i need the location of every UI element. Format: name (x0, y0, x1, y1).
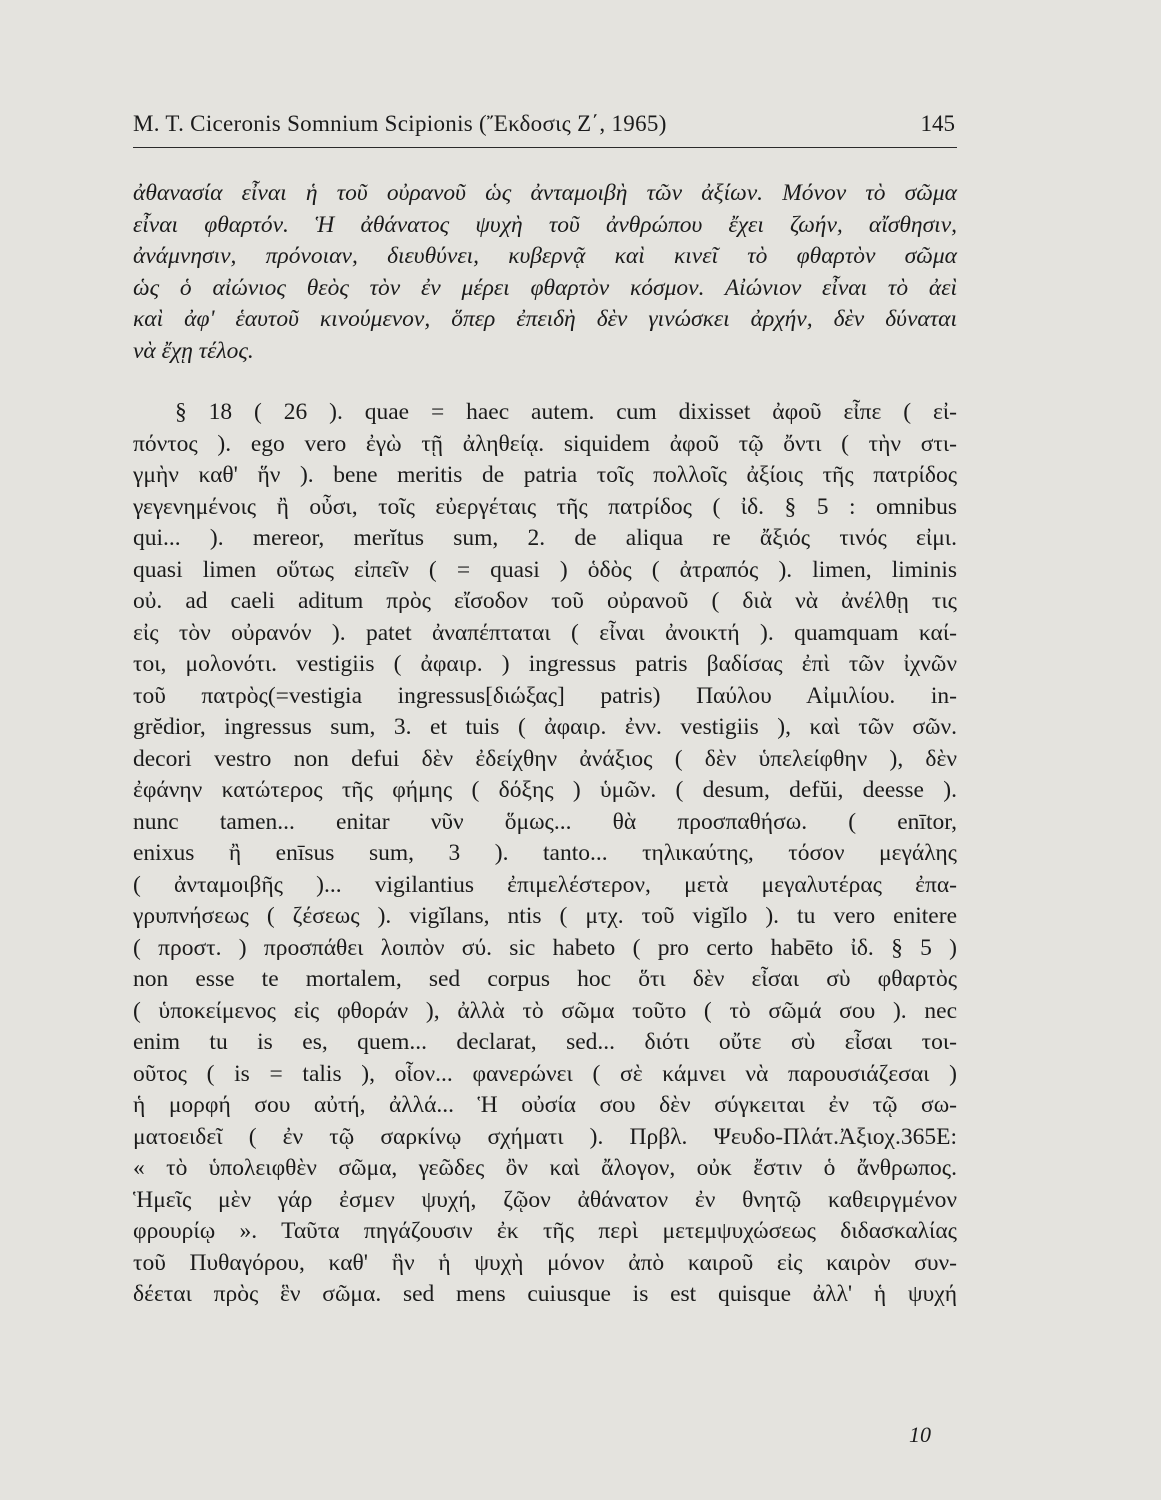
signature-mark: 10 (909, 1422, 931, 1447)
text-line: grĕdior, ingressus sum, 3. et tuis ( ἀφαιρ. ἐνν. vestigiis ), καὶ τῶν σῶν. (133, 714, 957, 740)
header-title: M. T. Ciceronis Somnium Scipionis (Ἔκδοσις Ζ΄, 1965) (133, 111, 667, 136)
text-line: ματοειδεῖ ( ἐν τῷ σαρκίνῳ σχήματι ). Πρβλ. Ψευδο-Πλάτ.Ἀξιοχ.365Ε: (133, 1123, 957, 1150)
text-line: δέεται πρὸς ἓν σῶμα. sed mens cuiusque is est quisque ἀλλ' ἡ ψυχή (133, 1281, 957, 1307)
running-header (133, 103, 957, 148)
text-line: Ἡμεῖς μὲν γάρ ἐσμεν ψυχή, ζῷον ἀθάνατον ἐν θνητῷ καθειργμένον (133, 1186, 957, 1213)
text-line: ἡ μορφή σου αὐτή, ἀλλά... Ἡ οὐσία σου δὲν σύγκειται ἐν τῷ σω- (133, 1092, 957, 1118)
text-line: ( ἀνταμοιβῆς )... vigilantius ἐπιμελέστερον, μετὰ μεγαλυτέρας ἐπα- (133, 871, 957, 898)
text-line: § 18 ( 26 ). quae = haec autem. cum dixisset ἀφοῦ εἶπε ( εἰ- (175, 399, 957, 425)
text-line: εἶναι φθαρτόν. Ἡ ἀθάνατος ψυχὴ τοῦ ἀνθρώπου ἔχει ζωήν, αἴσθησιν, (133, 211, 957, 238)
text-line: γρυπνήσεως ( ζέσεως ). vigĭlans, ntis ( μτχ. τοῦ vigĭlo ). tu vero enitere (133, 903, 957, 929)
text-line: non esse te mortalem, sed corpus hoc ὅτι δὲν εἶσαι σὺ φθαρτὸς (133, 966, 957, 992)
text-line: πόντος ). ego vero ἐγὼ τῇ ἀληθείᾳ. siquidem ἀφοῦ τῷ ὄντι ( τὴν στι- (133, 430, 957, 457)
text-line: ( προστ. ) προσπάθει λοιπὸν σύ. sic habeto ( pro certo habēto ἰδ. § 5 ) (133, 934, 957, 961)
text-line: ὡς ὁ αἰώνιος θεὸς τὸν ἐν μέρει φθαρτὸν κόσμον. Αἰώνιον εἶναι τὸ ἀεὶ (133, 274, 957, 301)
text-line: qui... ). mereor, merĭtus sum, 2. de aliqua re ἄξιός τινός εἰμι. (133, 525, 957, 551)
greek-paragraph (133, 178, 957, 367)
text-line: quasi limen οὕτως εἰπεῖν ( = quasi ) ὁδὸς ( ἀτραπός ). limen, liminis (133, 556, 957, 583)
text-line: ἐφάνην κατώτερος τῆς φήμης ( δόξης ) ὑμῶν. ( desum, defŭi, deesse ). (133, 777, 957, 803)
text-line: γεγενημένοις ἢ οὖσι, τοῖς εὐεργέταις τῆς πατρίδος ( ἰδ. § 5 : omnibus (133, 493, 957, 520)
text-line: νὰ ἔχῃ τέλος. (133, 337, 254, 364)
page-body (133, 178, 957, 1311)
text-line: ( ὑποκείμενος εἰς φθοράν ), ἀλλὰ τὸ σῶμα τοῦτο ( τὸ σῶμά σου ). nec (133, 997, 957, 1024)
text-line: οῦτος ( is = talis ), οἷον... φανερώνει ( σὲ κάμνει νὰ παρουσιάζεσαι ) (133, 1060, 957, 1087)
text-line: enixus ἢ enīsus sum, 3 ). tanto... τηλικαύτης, τόσον μεγάλης (133, 840, 957, 866)
commentary-paragraph (133, 397, 957, 1311)
text-line: « τὸ ὑπολειφθὲν σῶμα, γεῶδες ὂν καὶ ἄλογον, οὐκ ἔστιν ὁ ἄνθρωπος. (133, 1155, 957, 1181)
text-line: nunc tamen... enitar νῦν ὅμως... θὰ προσπαθήσω. ( enītor, (133, 808, 957, 835)
text-line: γμὴν καθ' ἥν ). bene meritis de patria τοῖς πολλοῖς ἀξίοις τῆς πατρίδος (133, 462, 957, 488)
text-line: καὶ ἀφ' ἑαυτοῦ κινούμενον, ὅπερ ἐπειδὴ δὲν γινώσκει ἀρχήν, δὲν δύναται (133, 306, 957, 332)
text-line: εἰς τὸν οὐρανόν ). patet ἀναπέπταται ( εἶναι ἀνοικτή ). quamquam καί- (133, 619, 957, 646)
text-line: τοῦ Πυθαγόρου, καθ' ἣν ἡ ψυχὴ μόνον ἀπὸ καιροῦ εἰς καιρὸν συν- (133, 1249, 957, 1276)
text-line: decori vestro non defui δὲν ἐδείχθην ἀνάξιος ( δὲν ὑπελείφθην ), δὲν (133, 745, 957, 772)
text-line: φρουρίῳ ». Ταῦτα πηγάζουσιν ἐκ τῆς περὶ μετεμψυχώσεως διδασκαλίας (133, 1218, 957, 1244)
text-line: τοῦ πατρὸς(=vestigia ingressus[διώξας] patris) Παύλου Αἰμιλίου. in- (133, 682, 957, 709)
text-line: ἀθανασία εἶναι ἡ τοῦ οὐρανοῦ ὡς ἀνταμοιβὴ τῶν ἀξίων. Μόνον τὸ σῶμα (133, 180, 957, 206)
page-number: 145 (920, 111, 955, 136)
text-line: enim tu is es, quem... declarat, sed... διότι οὔτε σὺ εἶσαι τοι- (133, 1029, 957, 1055)
text-line: ἀνάμνησιν, πρόνοιαν, διευθύνει, κυβερνᾷ καὶ κινεῖ τὸ φθαρτὸν σῶμα (133, 243, 957, 269)
text-line: οὐ. ad caeli aditum πρὸς εἴσοδον τοῦ οὐρανοῦ ( διὰ νὰ ἀνέλθῃ τις (133, 588, 957, 614)
text-line: τοι, μολονότι. vestigiis ( ἀφαιρ. ) ingressus patris βαδίσας ἐπὶ τῶν ἰχνῶν (133, 651, 957, 677)
